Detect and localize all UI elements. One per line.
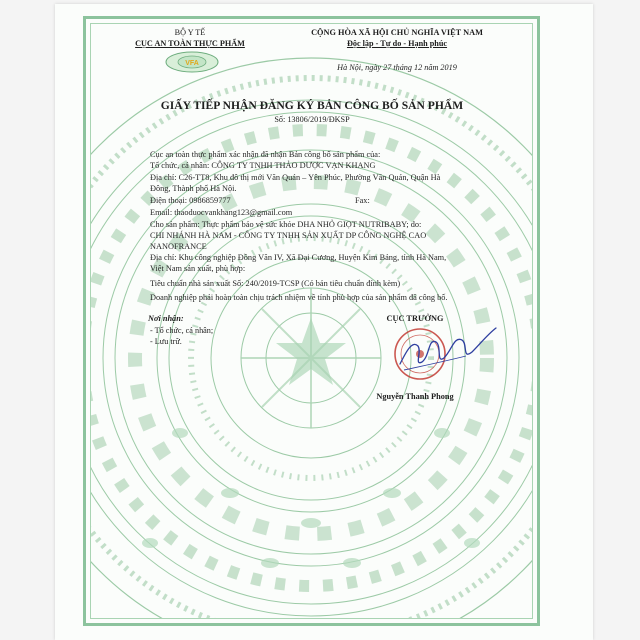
body-address-line1: Địa chỉ: C26-TT8, Khu đô thị mới Văn Quán – Yên Phúc, Phường Văn Quán, Quận Hà: [150, 173, 441, 182]
body-fax: Fax:: [355, 196, 370, 205]
national-motto: Độc lập - Tự do - Hạnh phúc: [346, 39, 448, 48]
body-product: Cho sản phẩm: Thực phẩm bảo vệ sức khỏe DHA NHỎ GIỌT NUTRIBABY; do:: [150, 220, 422, 229]
document-number: Số: 13806/2019/ĐKSP: [274, 115, 350, 124]
recipients-heading: Nơi nhận:: [148, 314, 184, 323]
body-phone: Điện thoại: 0986859777: [150, 196, 231, 205]
body-standard: Tiêu chuẩn nhà sản xuất Số: 240/2019-TCSP (Có bản tiêu chuẩn đính kèm): [150, 279, 401, 288]
ministry-name: BỘ Y TẾ: [174, 28, 206, 37]
body-maker-line1: CHI NHÁNH HÀ NAM - CÔNG TY TNHH SẢN XUẤT DP CÔNG NGHỆ CAO: [150, 231, 427, 240]
recipient-item: - Tổ chức, cá nhân;: [150, 326, 214, 335]
signer-name: Nguyễn Thanh Phong: [376, 392, 454, 401]
body-org: Tổ chức, cá nhân: CÔNG TY TNHH THẢO DƯỢC VẠN KHANG: [150, 161, 376, 170]
body-maker-line2: NANOFRANCE: [150, 242, 207, 251]
vfa-emblem-text: VFA: [185, 60, 199, 67]
body-intro: Cục an toàn thực phẩm xác nhận đã nhận Bản công bố sản phẩm của:: [150, 150, 381, 159]
signer-title: CỤC TRƯỞNG: [386, 314, 444, 323]
body-maker-address-line1: Địa chỉ: Khu công nghiệp Đồng Văn IV, Xã Đại Cương, Huyện Kim Bảng, tỉnh Hà Nam,: [150, 253, 447, 262]
national-name: CỘNG HÒA XÃ HỘI CHỦ NGHĨA VIỆT NAM: [311, 28, 483, 37]
signature-scribble: [392, 322, 502, 382]
vfa-emblem: [164, 50, 220, 74]
issue-date: Hà Nội, ngày 27 tháng 12 năm 2019: [337, 63, 457, 72]
body-maker-address-line2: Việt Nam sản xuất, phù hợp:: [150, 264, 246, 273]
agency-name: CỤC AN TOÀN THỰC PHẨM: [135, 39, 245, 48]
body-responsibility: Doanh nghiệp phải hoàn toàn chịu trách nhiệm về tính phù hợp của sản phẩm đã công bố.: [150, 293, 448, 302]
document-title: GIẤY TIẾP NHẬN ĐĂNG KÝ BẢN CÔNG BỐ SẢN PHẨM: [160, 99, 464, 112]
recipient-item: - Lưu trữ.: [150, 337, 182, 346]
body-address-line2: Đông, Thành phố Hà Nội.: [150, 184, 237, 193]
body-email: Email: thaoduocvankhang123@gmail.com: [150, 208, 293, 217]
